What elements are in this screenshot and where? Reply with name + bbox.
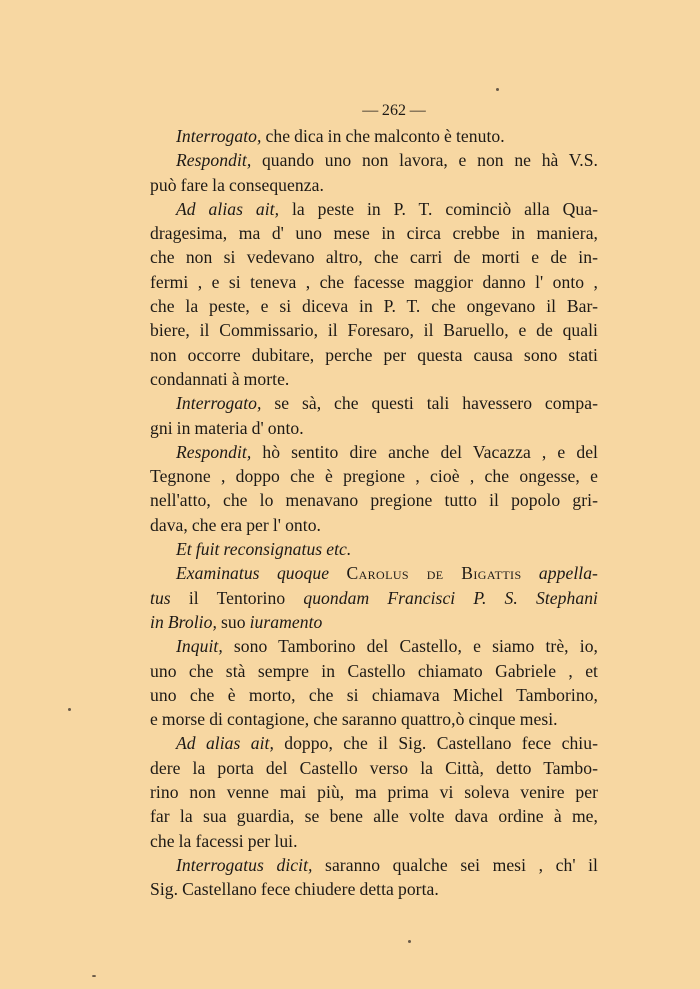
roman-text: far la sua guardia, se bene alle volte dava ordine à me, [150,806,598,827]
roman-text: che la peste, e si diceva in P. T. che ongevano il Bar- [150,296,598,317]
book-page [150,98,598,902]
text-line [150,488,598,512]
roman-text [329,563,346,583]
text-line [150,221,598,245]
text-line [150,464,598,488]
paragraph [150,634,598,731]
text-line [150,124,598,148]
roman-text [522,563,539,583]
italic-text: Et fuit reconsignatus etc. [176,539,352,560]
italic-text: Interrogato, [176,393,262,414]
paragraph [150,391,598,440]
small-caps-text: Carolus de Bigattis [346,563,522,584]
paragraph [150,537,598,561]
italic-text: Interrogatus dicit, [176,854,313,875]
text-line [150,683,598,707]
text-line [150,416,598,440]
roman-text: se sà, che questi tali havessero compa- [261,393,598,414]
text-line [150,659,598,683]
text-line [150,513,598,537]
roman-text: che non si vedevano altro, che carri de morti e de in- [150,247,598,268]
italic-text: Ad alias ait, [176,733,274,754]
text-line [150,318,598,342]
italic-text: Respondit, [176,441,252,462]
roman-text: che la facessi per lui. [150,830,298,851]
text-line [150,294,598,318]
text-line [150,780,598,804]
italic-text: Interrogato, [176,126,262,146]
roman-text: quando uno non lavora, e non ne hà V.S. [251,150,598,171]
text-line [150,270,598,294]
italic-text: tus [150,587,171,608]
italic-text: iuramento [249,611,323,632]
roman-text: fermi , e si teneva , che facesse maggior danno l' onto , [150,271,598,292]
roman-text: può fare la consequenza. [150,174,324,195]
text-line [150,367,598,391]
italic-text: Ad alias ait, [176,198,280,219]
text-line [150,440,598,464]
paragraph [150,124,598,148]
roman-text: hò sentito dire anche del Vacazza , e del [251,441,598,462]
paper-speck [92,975,96,977]
text-line [150,148,598,172]
roman-text: rino non venne mai più, ma prima vi soleva venire per [150,782,598,803]
text-line [150,173,598,197]
italic-text: Inquit, [176,636,223,657]
text-line [150,877,598,901]
italic-text: appella- [538,563,598,584]
italic-text: quondam Francisci P. S. Stephani [303,587,598,608]
paragraph [150,561,598,634]
text-line [150,537,598,561]
roman-text: Tegnone , doppo che è pregione , cioè , che ongesse, e [150,466,598,487]
roman-text: dere la porta del Castello verso la Città, detto Tambo- [150,757,598,778]
paragraph [150,853,598,902]
text-line [150,804,598,828]
roman-text: sono Tamborino del Castello, e siamo trè, io, [222,636,598,657]
roman-text: doppo, che il Sig. Castellano fece chiu- [273,733,598,754]
roman-text: gni in materia d' onto. [150,417,304,438]
text-line [150,853,598,877]
text-line [150,561,598,585]
paragraph [150,148,598,197]
roman-text: condannati à morte. [150,368,290,389]
text-line [150,343,598,367]
paper-speck [496,88,499,91]
roman-text: nell'atto, che lo menavano pregione tutto il popolo gri- [150,490,598,511]
roman-text: non occorre dubitare, perche per questa causa sono stati [150,344,598,365]
text-line [150,756,598,780]
roman-text: il Tentorino [170,587,304,608]
text-line [150,610,598,634]
text-line [150,391,598,415]
roman-text: biere, il Commissario, il Foresaro, il Baruello, e de quali [150,320,598,341]
roman-text: che dica in che malconto è tenuto. [261,126,505,146]
text-line [150,586,598,610]
text-line [150,197,598,221]
text-line [150,731,598,755]
roman-text: uno che è morto, che si chiamava Michel Tamborino, [150,684,598,705]
roman-text: Sig. Castellano fece chiudere detta porta. [150,879,439,900]
paragraph [150,440,598,537]
paragraph [150,197,598,391]
text-line [150,634,598,658]
text-line [150,245,598,269]
roman-text: dragesima, ma d' uno mese in circa crebbe in maniera, [150,223,598,244]
roman-text: saranno qualche sei mesi , ch' il [312,854,598,875]
roman-text: dava, che era per l' onto. [150,514,321,535]
text-line [150,707,598,731]
italic-text: Examinatus quoque [176,563,330,584]
roman-text: e morse di contagione, che saranno quattro,ò cinque mesi. [150,709,558,730]
page-number: — 262 — [362,102,426,119]
paragraph [150,731,598,852]
text-line [150,829,598,853]
paper-speck [408,940,411,943]
paper-speck [68,708,71,711]
roman-text: uno che stà sempre in Castello chiamato Gabriele , et [150,660,598,681]
body-text [150,124,598,902]
roman-text: suo [216,611,250,632]
italic-text: Respondit, [176,150,252,171]
roman-text: la peste in P. T. cominciò alla Qua- [279,198,598,219]
italic-text: in Brolio, [150,611,217,632]
